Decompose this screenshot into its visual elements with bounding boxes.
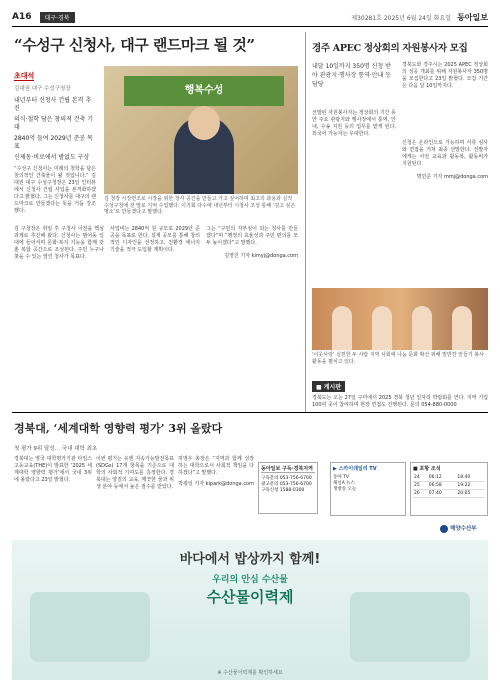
article1-body: 사업비는 2840억 원 규모로 2029년 준공을 목표로 한다. 설계 공모를 통해 창의적인 디자인을 선정하고, 친환경 에너지 기술을 적극 도입할 계획이다. [110, 226, 200, 253]
article1-kicker: 초대석 [14, 72, 35, 80]
tv-title: ▶ 스카이데일리 TV [333, 466, 377, 472]
article1-col1 [14, 226, 104, 261]
advertisement[interactable] [12, 540, 488, 680]
article2-headline[interactable]: 경주 APEC 정상회의 자원봉사자 모집 [312, 43, 468, 54]
person-face [188, 106, 220, 140]
article1-body: “수성구 신청사는 미래의 철학을 담은 창의적인 건축물이 될 것입니다.” 김대권 대구 수성구청장은 23일 인터뷰에서 신청사 건립 사업을 본격화하겠다고 밝혔다. 그는 신청사를 대구의 랜드마크로 만들겠다는 뜻을 거듭 강조했다. [14, 166, 96, 214]
tide-grid [413, 474, 485, 498]
section-label: 대구·경북 [40, 12, 75, 23]
tide-table [410, 462, 488, 516]
volunteer-figure [372, 306, 392, 350]
newspaper-logo: 동아일보 [457, 11, 488, 22]
article2-author: 명민준 기자 mmj@donga.com [416, 174, 488, 180]
article2-body: 경북도와 경주시는 2025 APEC 정상회의 성공 개최를 위해 자원봉사자 350명을 모집한다고 23일 밝혔다. 모집 기간은 다음 달 10일까지다. [402, 62, 488, 89]
ad-footer: ※ 수산물이력제를 확인하세요 [217, 670, 283, 676]
article1-subtitle: 김대권 대구 수성구청장 [14, 86, 71, 92]
tide-cell: 19:22 [456, 482, 485, 490]
ad-illustration-right [350, 592, 470, 662]
notice-text: 경북도는 오는 27일 구미에서 2025 경북 청년 일자리 박람회를 연다. 지역 기업 100여 곳이 참여하며 현장 면접도 진행된다. 문의 054-880-0000 [312, 395, 488, 408]
article1-headline[interactable]: “수성구 신청사, 대구 랜드마크 될 것” [14, 36, 255, 54]
lead-line: 의식·철학 담은 창의적 건축 기대 [14, 116, 94, 131]
tide-title: ■ 포항 조석 [413, 466, 441, 472]
article3-author: 박광일 기자 kipark@donga.com [178, 481, 254, 487]
article3-col1 [14, 456, 92, 484]
lead-line: 신제동·비로에서 밤없도 구상 [14, 154, 90, 161]
subscribe-line: 광고문의 053-756-6700 [261, 482, 312, 487]
volunteer-figure [332, 306, 352, 350]
ad-brand [440, 524, 477, 533]
tide-cell: 20:05 [456, 490, 485, 498]
article3-col2 [96, 456, 174, 491]
table-row [413, 490, 485, 498]
article1-body: 김 구청장은 취임 후 구청사 이전을 핵심 과제로 추진해 왔다. 신청사는 범어동 일대에 들어서며 문화·복지 기능을 함께 갖춘 복합 공간으로 조성된다. 주민 누구나 찾을 수 있는 열린 청사가 목표다. [14, 226, 104, 260]
subscribe-title: 동아일보 구독·경북지역 [261, 465, 315, 473]
tide-cell: 18:40 [456, 474, 485, 482]
tide-cell: 26 [413, 490, 428, 498]
article2-col2 [312, 110, 396, 138]
article3-col3 [178, 456, 254, 488]
article1-caption: 김 청장 시장면조로 시장을 위한 청사 공간을 만들고 가고 싶어하며 최고의 과용과 실적 수성구청에 전 말로 기억 수업했다. 이기회 다수에 내년부터 시청사 조성 통해 ‘걷고 싶은 명소’로 만들겠다고 말했다. [104, 196, 296, 215]
header-rule [12, 26, 488, 27]
page-number: A16 [12, 12, 32, 22]
tv-line: 생방송 오늘 [333, 487, 357, 492]
tide-cell: 24 [413, 474, 428, 482]
subscribe-box[interactable] [258, 462, 318, 514]
lead-line: 내년부터 신청사 건립 본격 추진 [14, 97, 92, 112]
article1-col2 [110, 226, 200, 254]
article3-subtitle: 첫 평가 9위 달성… 국내 대학 최초 [14, 446, 98, 452]
article3-body: 경북대는 영국 대학평가기관 타임스고등교육(THE)이 발표한 ‘2025 세계대학 영향력 평가’에서 국내 3위에 올랐다고 23일 밝혔다. [14, 456, 92, 483]
ad-headline: 바다에서 밥상까지 함께! [179, 552, 321, 567]
table-row [413, 474, 485, 482]
article2-body: 선발된 자원봉사자는 정상회의 기간 동안 주요 관광지와 행사장에서 통역, 안내, 수송 지원 등의 업무를 맡게 된다. 외국어 가능자는 우대한다. [312, 110, 396, 137]
volunteer-figure [452, 306, 472, 350]
ministry-logo-icon [440, 525, 448, 533]
article1-sidebar [14, 72, 96, 215]
lead-line: 2840억 들여 2029년 준공 목표 [14, 135, 93, 150]
sign-board: 행복수성 [124, 76, 284, 106]
notice-board [312, 374, 488, 409]
article3-body: 이번 평가는 유엔 지속가능발전목표(SDGs) 17개 항목을 기준으로 대학의 사회적 기여도를 측정한다. 경북대는 양질의 교육, 깨끗한 물과 위생 분야 등에서 높은 점수를 받았다. [96, 456, 174, 490]
ad-brand-text: 해양수산부 [450, 526, 477, 532]
subscribe-line: 구독신청 1588-0300 [261, 488, 305, 493]
issue-meta: 제30281호 2025년 6월 24일 화요일 [351, 14, 452, 22]
article1-lead [14, 97, 96, 162]
notice-tag: ■ 게시판 [312, 381, 345, 392]
article2-col1 [402, 62, 488, 90]
subscribe-line: 구독문의 053-756-6700 [261, 476, 312, 481]
article2-col3 [402, 140, 488, 181]
article1-photo[interactable] [104, 66, 298, 194]
article1-body: 그는 “구민의 자부심이 되는 청사를 만들겠다”며 “행정의 효율성과 주민 편의를 모두 높이겠다”고 말했다. [206, 226, 298, 246]
article3-body: 허영우 총장은 “지역과 함께 성장하는 대학으로서 사회적 책임을 다하겠다”고 말했다. [178, 456, 254, 476]
ad-subline: 우리의 안심 수산물 [212, 575, 288, 585]
article1-author: 김영진 기자 kimyj@donga.com [224, 253, 298, 259]
ad-title: 수산물이력제 [206, 588, 294, 606]
article3-headline[interactable]: 경북대, ‘세계대학 영향력 평가’ 3위 올랐다 [14, 422, 223, 435]
tv-box[interactable] [330, 462, 406, 516]
tide-cell: 07:40 [428, 490, 457, 498]
article2-body: 신청은 온라인으로 가능하며 서류 심사와 면접을 거쳐 최종 선발한다. 선발자에게는 사전 교육과 활동복, 활동비가 지원된다. [402, 140, 488, 167]
page-header [12, 10, 488, 24]
tv-line: 동아 TV [333, 475, 349, 480]
tide-cell: 25 [413, 482, 428, 490]
article2-subtitle: 내달 10일까지 350명 신청 받아 관광지·행사장 통역·안내 등 담당 [312, 63, 392, 88]
ad-illustration-left [30, 592, 150, 662]
volunteer-figure [412, 306, 432, 350]
tide-cell: 06:12 [428, 474, 457, 482]
column-divider [305, 32, 306, 412]
tv-line: 채널A 뉴스 [333, 481, 355, 486]
section-rule [12, 412, 488, 413]
table-row [413, 482, 485, 490]
article1-col3 [206, 226, 298, 260]
article2-photo[interactable] [312, 288, 488, 350]
article2-caption: ‘이웃사랑’ 실천한 두 사람 지역 사회에 나눔 문화 확산 위해 밑반찬 만들기 봉사 활동을 펼치고 있다. [312, 352, 484, 365]
tide-cell: 06:58 [428, 482, 457, 490]
